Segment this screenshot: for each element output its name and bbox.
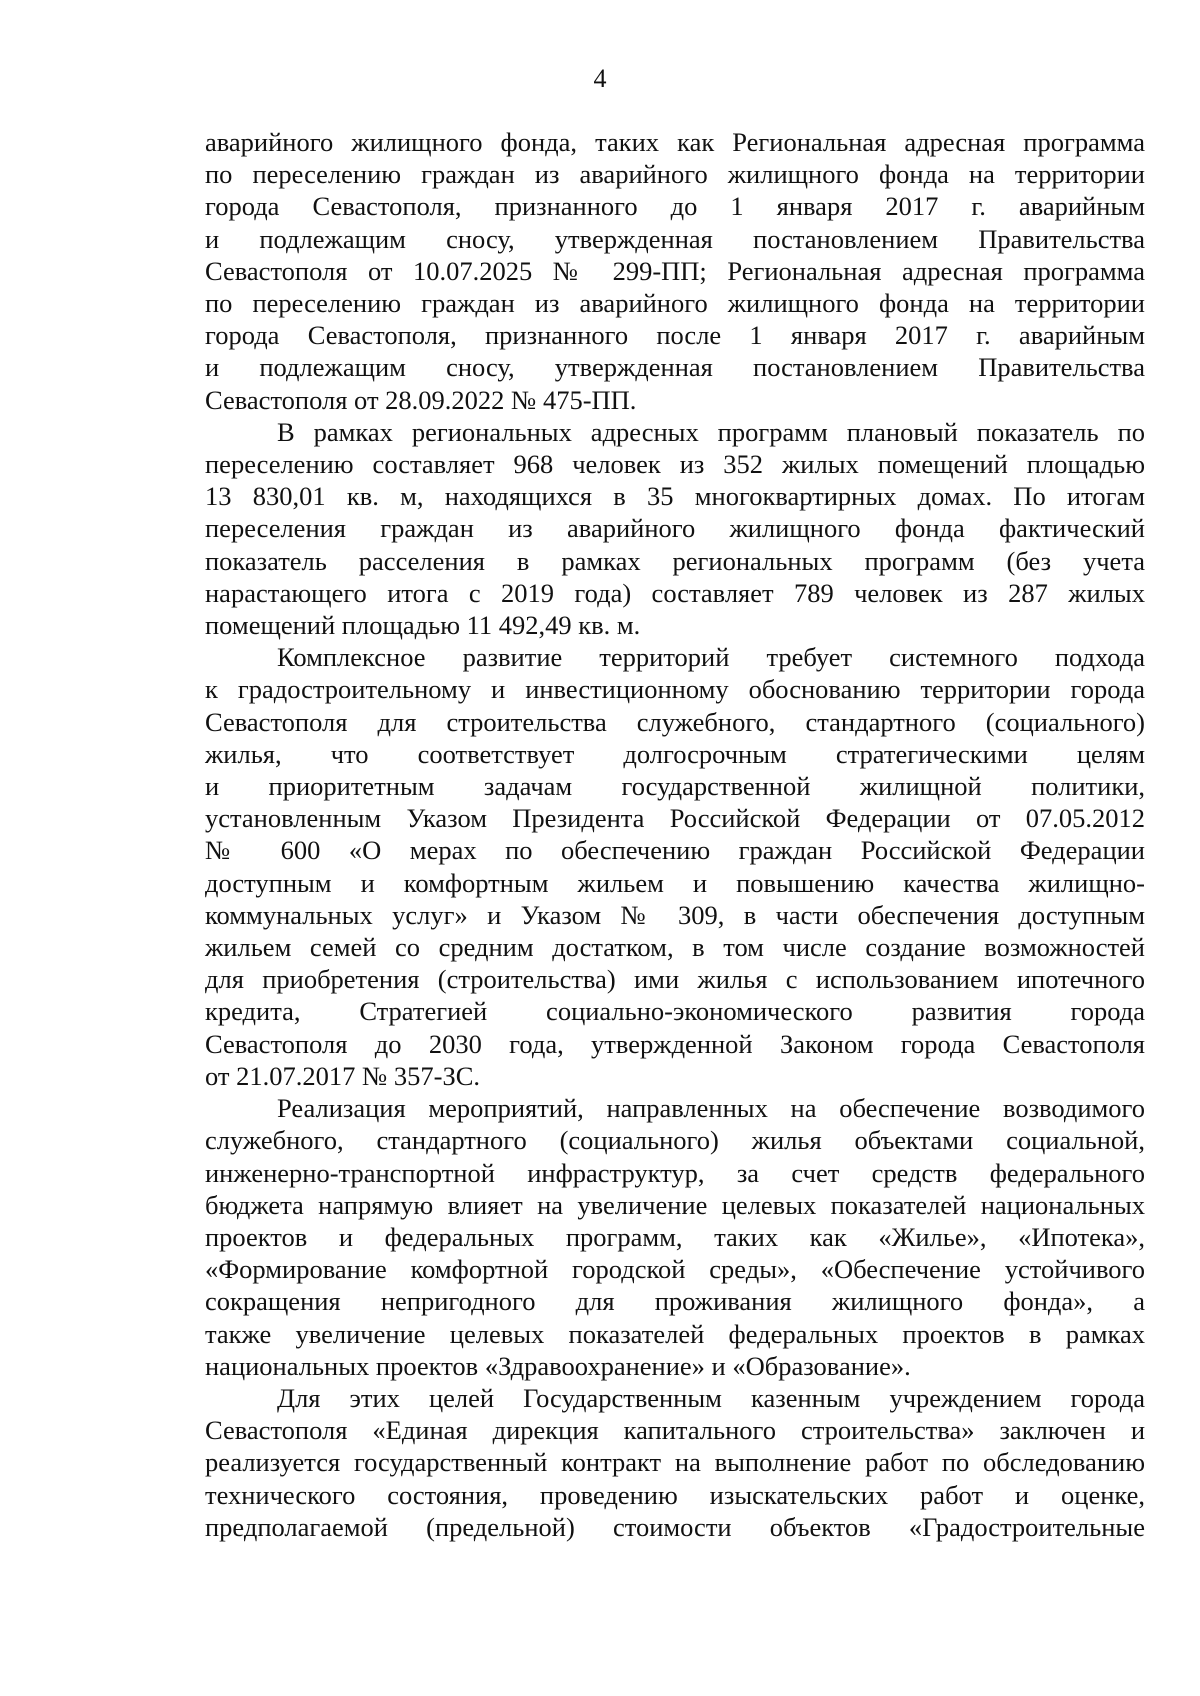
text-line: переселению составляет 968 человек из 352 жилых помещений площадью (205, 449, 1145, 480)
text-line: города Севастополя, признанного до 1 января 2017 г. аварийным (205, 191, 1145, 222)
text-line: Севастополя «Единая дирекция капитального строительства» заключен и (205, 1415, 1145, 1446)
text-line: кредита, Стратегией социально-экономического развития города (205, 996, 1145, 1027)
text-line: Севастополя от 28.09.2022 № 475-ПП. (205, 384, 637, 415)
text-line: Реализация мероприятий, направленных на обеспечение возводимого (277, 1093, 1145, 1124)
text-line: Для этих целей Государственным казенным учреждением города (277, 1382, 1145, 1413)
paragraph-3 (205, 641, 1145, 1092)
page-number: 4 (593, 64, 607, 93)
paragraph-1 (205, 126, 1145, 416)
paragraph-4 (205, 1092, 1145, 1382)
text-line: Севастополя до 2030 года, утвержденной Законом города Севастополя (205, 1028, 1145, 1059)
text-line: и приоритетным задачам государственной жилищной политики, (205, 771, 1145, 802)
text-line: по переселению граждан из аварийного жилищного фонда на территории (205, 159, 1145, 190)
paragraph-2 (205, 416, 1145, 641)
text-line: установленным Указом Президента Российской Федерации от 07.05.2012 (205, 803, 1145, 834)
text-line: города Севастополя, признанного после 1 января 2017 г. аварийным (205, 320, 1145, 351)
text-line: Севастополя от 10.07.2025 № 299-ПП; Региональная адресная программа (205, 255, 1145, 286)
text-line: по переселению граждан из аварийного жилищного фонда на территории (205, 288, 1145, 319)
text-line: жилья, что соответствует долгосрочным стратегическими целям (205, 738, 1145, 769)
text-line: жильем семей со средним достатком, в том числе создание возможностей (205, 932, 1145, 963)
text-line: и подлежащим сносу, утвержденная постановлением Правительства (205, 352, 1145, 383)
text-line: также увеличение целевых показателей федеральных проектов в рамках (205, 1318, 1145, 1349)
text-line: В рамках региональных адресных программ плановый показатель по (277, 416, 1145, 447)
text-line: Севастополя для строительства служебного, стандартного (социального) (205, 706, 1145, 737)
text-line: для приобретения (строительства) ими жилья с использованием ипотечного (205, 964, 1145, 995)
text-line: от 21.07.2017 № 357-ЗС. (205, 1060, 481, 1091)
text-line: «Формирование комфортной городской среды», «Обеспечение устойчивого (205, 1254, 1145, 1285)
text-line: технического состояния, проведению изыскательских работ и оценке, (205, 1479, 1145, 1510)
text-line: служебного, стандартного (социального) жилья объектами социальной, (205, 1125, 1145, 1156)
text-line: Комплексное развитие территорий требует системного подхода (277, 642, 1145, 673)
text-line: предполагаемой (предельной) стоимости объектов «Градостроительные (205, 1511, 1145, 1542)
text-line: бюджета напрямую влияет на увеличение целевых показателей национальных (205, 1189, 1145, 1220)
text-line: помещений площадью 11 492,49 кв. м. (205, 610, 641, 641)
text-line: переселения граждан из аварийного жилищного фонда фактический (205, 513, 1145, 544)
text-line: проектов и федеральных программ, таких как «Жилье», «Ипотека», (205, 1221, 1145, 1252)
text-line: аварийного жилищного фонда, таких как Региональная адресная программа (205, 127, 1145, 157)
text-line: коммунальных услуг» и Указом № 309, в части обеспечения доступным (205, 899, 1145, 930)
text-line: доступным и комфортным жильем и повышению качества жилищно- (205, 867, 1145, 898)
text-line: реализуется государственный контракт на выполнение работ по обследованию (205, 1447, 1145, 1478)
paragraph-5 (205, 1382, 1145, 1543)
text-line: инженерно-транспортной инфраструктур, за счет средств федерального (205, 1157, 1145, 1188)
text-line: нарастающего итога с 2019 года) составляет 789 человек из 287 жилых (205, 577, 1145, 608)
text-line: и подлежащим сносу, утвержденная постановлением Правительства (205, 223, 1145, 254)
text-line: № 600 «О мерах по обеспечению граждан Российской Федерации (205, 835, 1145, 866)
text-line: показатель расселения в рамках региональных программ (без учета (205, 545, 1145, 576)
text-line: к градостроительному и инвестиционному обоснованию территории города (205, 674, 1145, 705)
text-line: 13 830,01 кв. м, находящихся в 35 многоквартирных домах. По итогам (205, 481, 1145, 512)
text-line: сокращения непригодного для проживания жилищного фонда», а (205, 1286, 1145, 1317)
text-line: национальных проектов «Здравоохранение» и «Образование». (205, 1350, 911, 1381)
document-body (205, 126, 1145, 1543)
